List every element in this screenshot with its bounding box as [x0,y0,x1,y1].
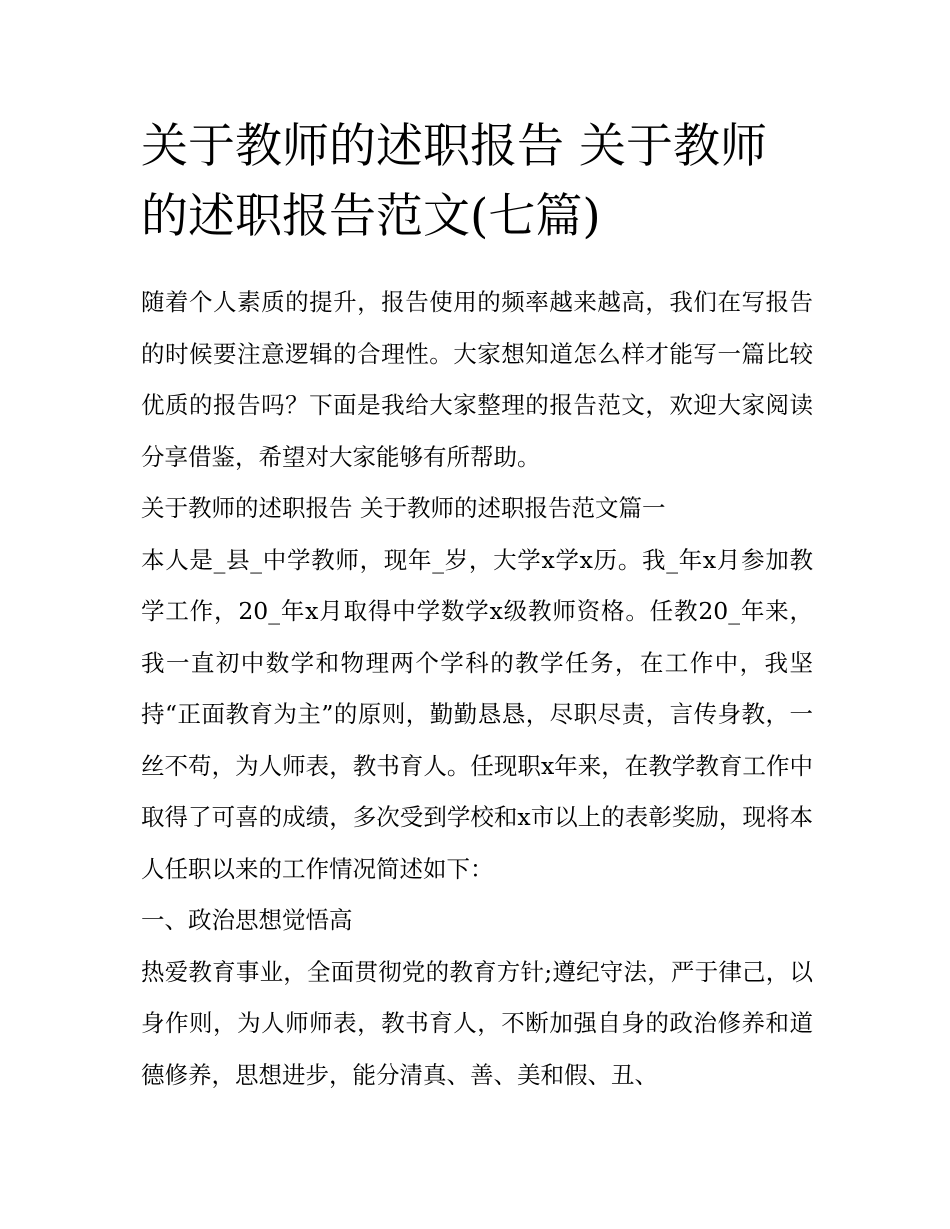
document-content [141,112,813,1101]
intro-paragraph: 随着个人素质的提升，报告使用的频率越来越高，我们在写报告的时候要注意逻辑的合理性。大家想知道怎么样才能写一篇比较优质的报告吗？下面是我给大家整理的报告范文，欢迎大家阅读分享借鉴，希望对大家能够有所帮助。 [141,288,813,471]
body-paragraph: 热爱教育事业，全面贯彻党的教育方针;遵纪守法，严于律己，以身作则，为人师师表，教书育人，不断加强自身的政治修养和道德修养，思想进步，能分清真、善、美和假、丑、 [141,957,813,1089]
subsection-heading: 一、政治思想觉悟高 [141,906,353,934]
section-heading: 关于教师的述职报告 关于教师的述职报告范文篇一 [141,494,666,522]
document-title: 关于教师的述职报告 关于教师的述职报告范文(七篇) [141,119,767,244]
body-paragraph: 本人是_县_中学教师，现年_岁，大学x学x历。我_年x月参加教学工作，20_年x月取得中学数学x级教师资格。任教20_年来，我一直初中数学和物理两个学科的教学任务，在工作中，我坚持“正面教育为主”的原则，勤勤恳恳，尽职尽责，言传身教，一丝不苟，为人师表，教书育人。任现职x年来，在教学教育工作中取得了可喜的成绩，多次受到学校和x市以上的表彰奖励，现将本人任职以来的工作情况简述如下： [141,545,813,883]
